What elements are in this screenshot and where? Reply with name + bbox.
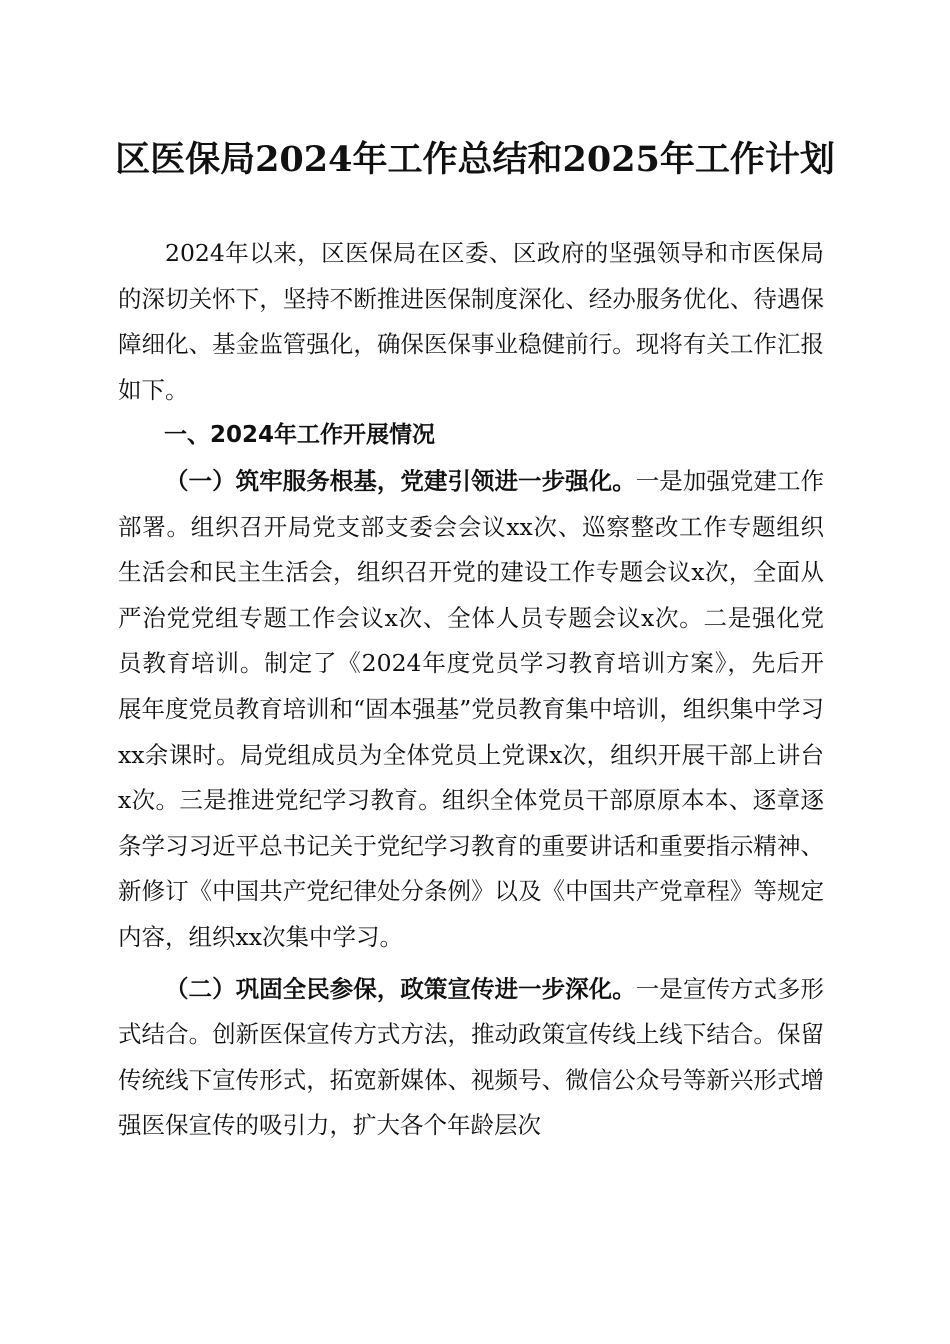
- paragraph-party-building: [118, 459, 824, 961]
- intro-paragraph: 2024年以来，区医保局在区委、区政府的坚强领导和市医保局的深切关怀下，坚持不断推进医保制度深化、经办服务优化、待遇保障细化、基金监管强化，确保医保事业稳健前行。现将有关工作汇报如下。: [118, 239, 824, 404]
- section-heading: 一、2024年工作开展情况: [164, 422, 436, 449]
- paragraph-lead: （一）筑牢服务根基，党建引领进一步强化。: [165, 466, 636, 495]
- paragraph-text: 一是加强党建工作部署。组织召开局党支部支委会会议xx次、巡察整改工作专题组织生活会和民主生活会，组织召开党的建设工作专题会议x次，全面从严治党党组专题工作会议x次、全体人员专题会议x次。二是强化党员教育培训。制定了《2024年度党员学习教育培训方案》，先后开展年度党员教育培训和“固本强基”党员教育集中培训，组织集中学习xx余课时。局党组成员为全体党员上党课x次，组织开展干部上讲台x次。三是推进党纪学习教育。组织全体党员干部原原本本、逐章逐条学习习近平总书记关于党纪学习教育的重要讲话和重要指示精神、新修订《中国共产党纪律处分条例》以及《中国共产党章程》等规定内容，组织xx次集中学习。: [118, 466, 825, 951]
- paragraph-text: 一是宣传方式多形式结合。创新医保宣传方式方法，推动政策宣传线上线下结合。保留传统线下宣传形式，拓宽新媒体、视频号、微信公众号等新兴形式增强医保宣传的吸引力，扩大各个年龄层次: [118, 974, 825, 1140]
- document-body: [118, 231, 824, 1149]
- document-title: 区医保局2024年工作总结和2025年工作计划: [115, 139, 835, 180]
- paragraph-lead: （二）巩固全民参保，政策宣传进一步深化。: [165, 974, 636, 1003]
- paragraph-insurance-publicity: [118, 967, 824, 1149]
